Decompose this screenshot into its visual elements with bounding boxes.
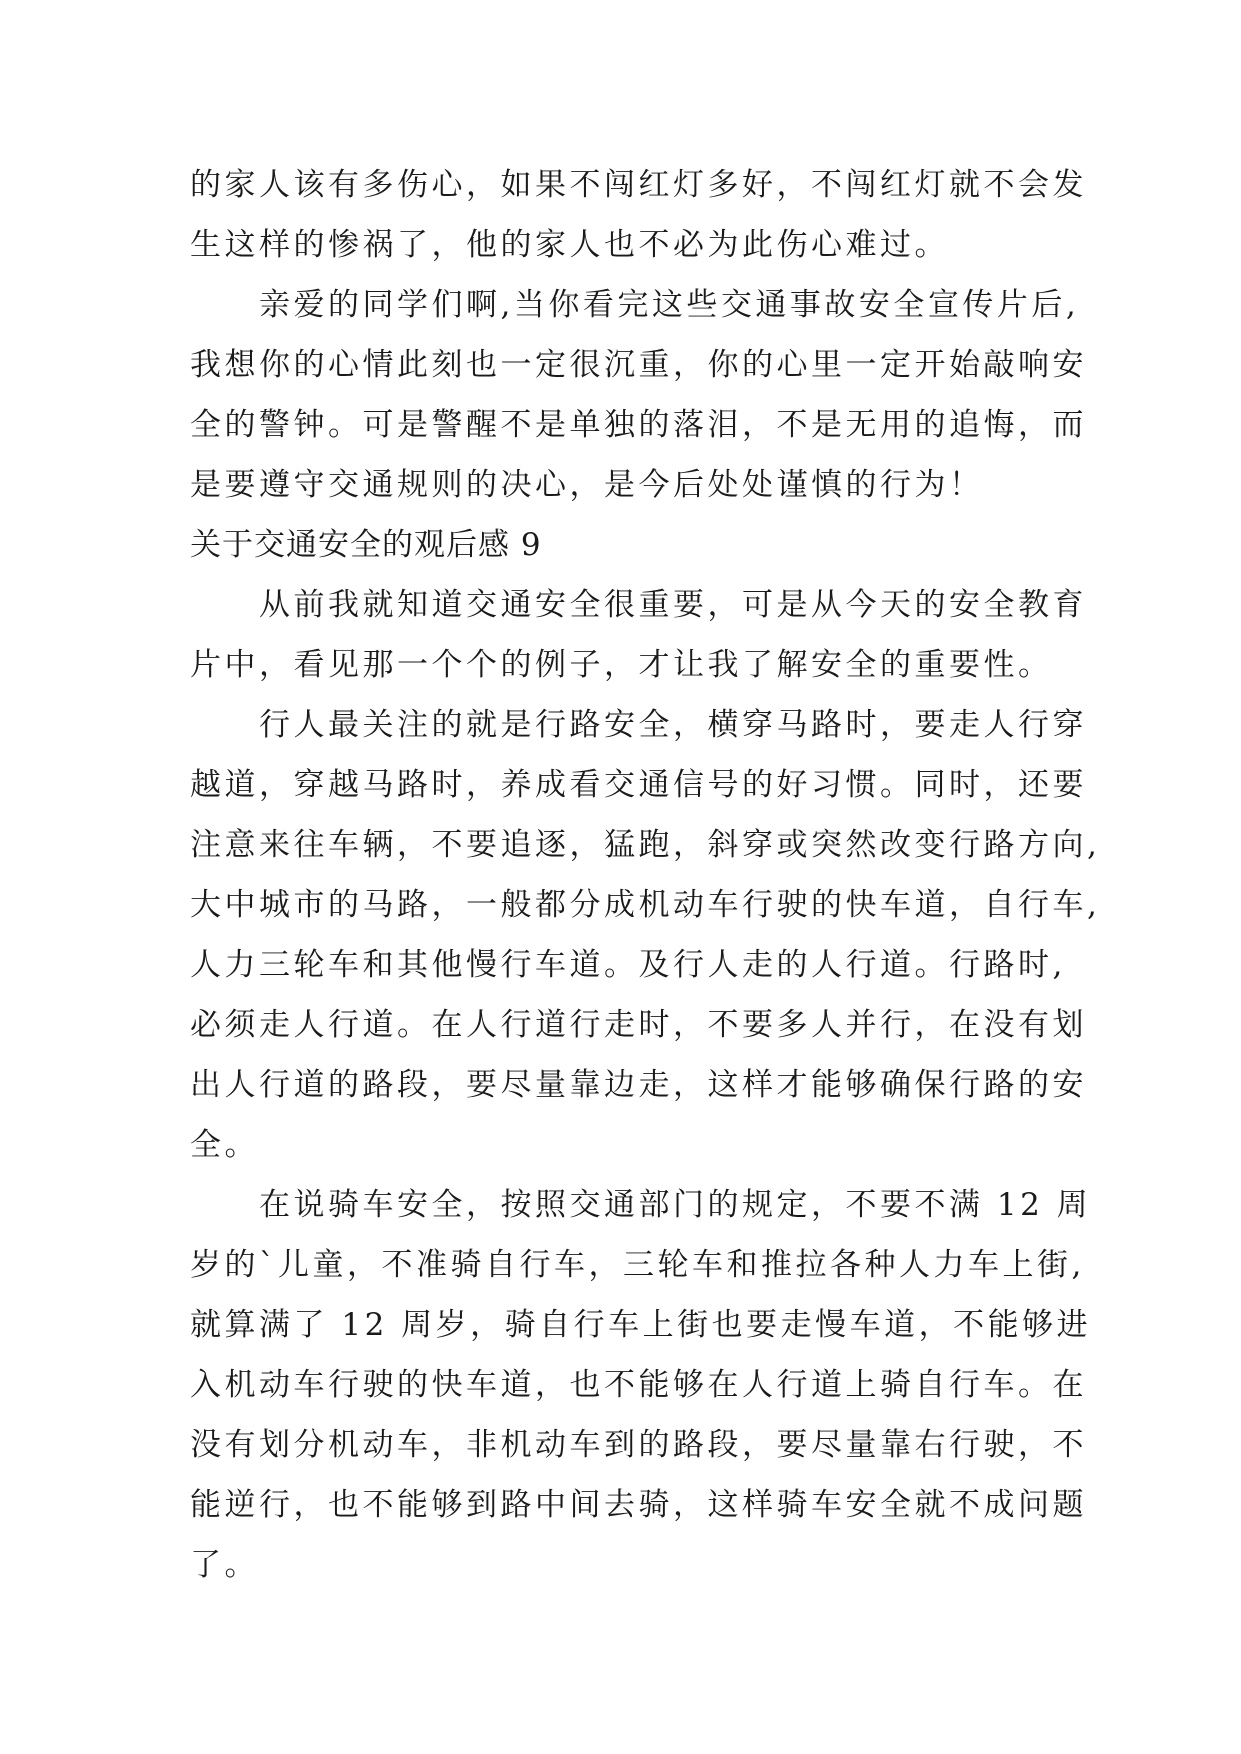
text-line: 全。 [190, 1127, 259, 1163]
text-line: 全的警钟。可是警醒不是单独的落泪，不是无用的追悔，而 [190, 407, 1087, 443]
text-line: 岁的`儿童，不准骑自行车，三轮车和推拉各种人力车上街, [190, 1247, 1085, 1283]
text-line: 行人最关注的就是行路安全，横穿马路时，要走人行穿 [190, 707, 1087, 743]
text-line: 是要遵守交通规则的决心，是今后处处谨慎的行为！ [190, 467, 984, 503]
text-line: 在说骑车安全，按照交通部门的规定，不要不满 12 周 [190, 1187, 1092, 1223]
text-line: 片中，看见那一个个的例子，才让我了解安全的重要性。 [190, 647, 1053, 683]
text-line: 就算满了 12 周岁，骑自行车上街也要走慢车道，不能够进 [190, 1307, 1092, 1343]
text-line: 我想你的心情此刻也一定很沉重，你的心里一定开始敲响安 [190, 347, 1087, 383]
document-body [190, 155, 1101, 1595]
section-heading: 关于交通安全的观后感 9 [190, 527, 542, 563]
text-line: 人力三轮车和其他慢行车道。及行人走的人行道。行路时, [190, 947, 1066, 983]
text-line: 的家人该有多伤心，如果不闯红灯多好，不闯红灯就不会发 [190, 167, 1087, 203]
text-line: 能逆行，也不能够到路中间去骑，这样骑车安全就不成问题 [190, 1487, 1087, 1523]
text-line: 注意来往车辆，不要追逐，猛跑，斜穿或突然改变行路方向, [190, 827, 1101, 863]
text-line: 从前我就知道交通安全很重要，可是从今天的安全教育 [190, 587, 1087, 623]
text-line: 出人行道的路段，要尽量靠边走，这样才能够确保行路的安 [190, 1067, 1087, 1103]
text-line: 入机动车行驶的快车道，也不能够在人行道上骑自行车。在 [190, 1367, 1087, 1403]
text-line: 没有划分机动车，非机动车到的路段，要尽量靠右行驶，不 [190, 1427, 1087, 1463]
text-line: 亲爱的同学们啊,当你看完这些交通事故安全宣传片后, [190, 287, 1080, 323]
text-line: 生这样的惨祸了，他的家人也不必为此伤心难过。 [190, 227, 949, 263]
text-line: 必须走人行道。在人行道行走时，不要多人并行，在没有划 [190, 1007, 1087, 1043]
text-line: 越道，穿越马路时，养成看交通信号的好习惯。同时，还要 [190, 767, 1087, 803]
text-line: 大中城市的马路，一般都分成机动车行驶的快车道，自行车, [190, 887, 1101, 923]
text-line: 了。 [190, 1547, 259, 1583]
